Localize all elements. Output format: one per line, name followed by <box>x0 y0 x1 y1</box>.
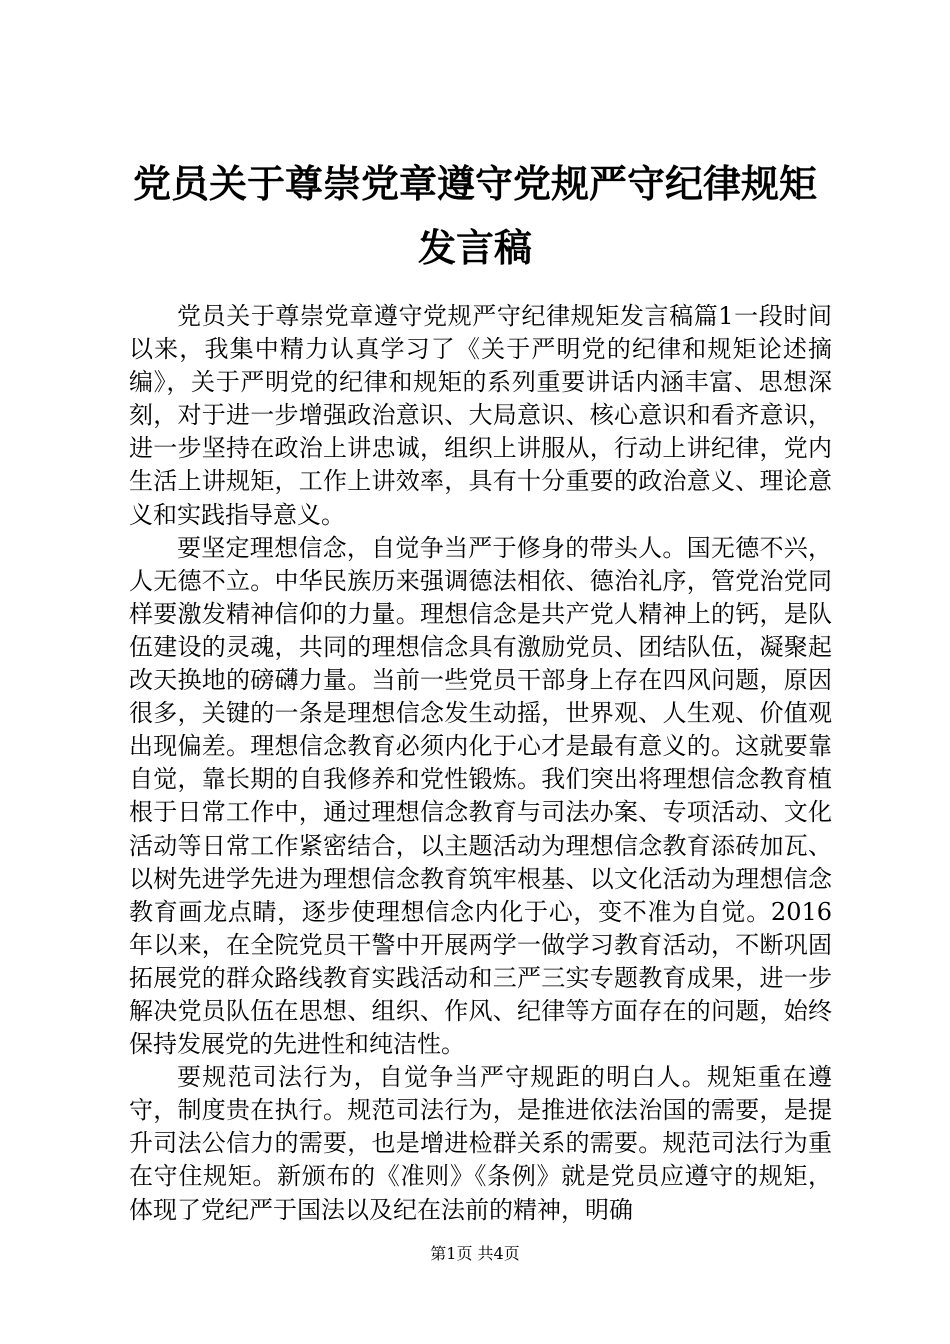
paragraph-2: 要坚定理想信念，自觉争当严于修身的带头人。国无德不兴，人无德不立。中华民族历来强调德法相依、德治礼序，管党治党同样要激发精神信仰的力量。理想信念是共产党人精神上的钙，是队伍建设的灵魂，共同的理想信念具有激励党员、团结队伍，凝聚起改天换地的磅礴力量。当前一些党员干部身上存在四风问题，原因很多，关键的一条是理想信念发生动摇，世界观、人生观、价值观出现偏差。理想信念教育必须内化于心才是最有意义的。这就要靠自觉，靠长期的自我修养和党性锻炼。我们突出将理想信念教育植根于日常工作中，通过理想信念教育与司法办案、专项活动、文化活动等日常工作紧密结合，以主题活动为理想信念教育添砖加瓦、以树先进学先进为理想信念教育筑牢根基、以文化活动为理想信念教育画龙点睛，逐步使理想信念内化于心，变不准为自觉。2016年以来，在全院党员干警中开展两学一做学习教育活动，不断巩固拓展党的群众路线教育实践活动和三严三实专题教育成果，进一步解决党员队伍在思想、组织、作风、纪律等方面存在的问题，始终保持发展党的先进性和纯洁性。 <box>129 533 832 1059</box>
page-number-label: 第1页 共4页 <box>430 1244 520 1263</box>
paragraph-1: 党员关于尊崇党章遵守党规严守纪律规矩发言稿篇1一段时间以来，我集中精力认真学习了《关于严明党的纪律和规矩论述摘编》，关于严明党的纪律和规矩的系列重要讲话内涵丰富、思想深刻，对于进一步增强政治意识、大局意识、核心意识和看齐意识，进一步坚持在政治上讲忠诚，组织上讲服从，行动上讲纪律，党内生活上讲规矩，工作上讲效率，具有十分重要的政治意义、理论意义和实践指导意义。 <box>129 302 832 529</box>
paragraph-3: 要规范司法行为，自觉争当严守规距的明白人。规矩重在遵守，制度贵在执行。规范司法行为，是推进依法治国的需要，是提升司法公信力的需要，也是增进检群关系的需要。规范司法行为重在守住规矩。新颁布的《准则》《条例》就是党员应遵守的规矩，体现了党纪严于国法以及纪在法前的精神，明确 <box>129 1063 832 1224</box>
page-footer <box>0 1242 950 1266</box>
document-body <box>129 300 832 1227</box>
document-title: 党员关于尊崇党章遵守党规严守纪律规矩发言稿 <box>132 161 817 270</box>
